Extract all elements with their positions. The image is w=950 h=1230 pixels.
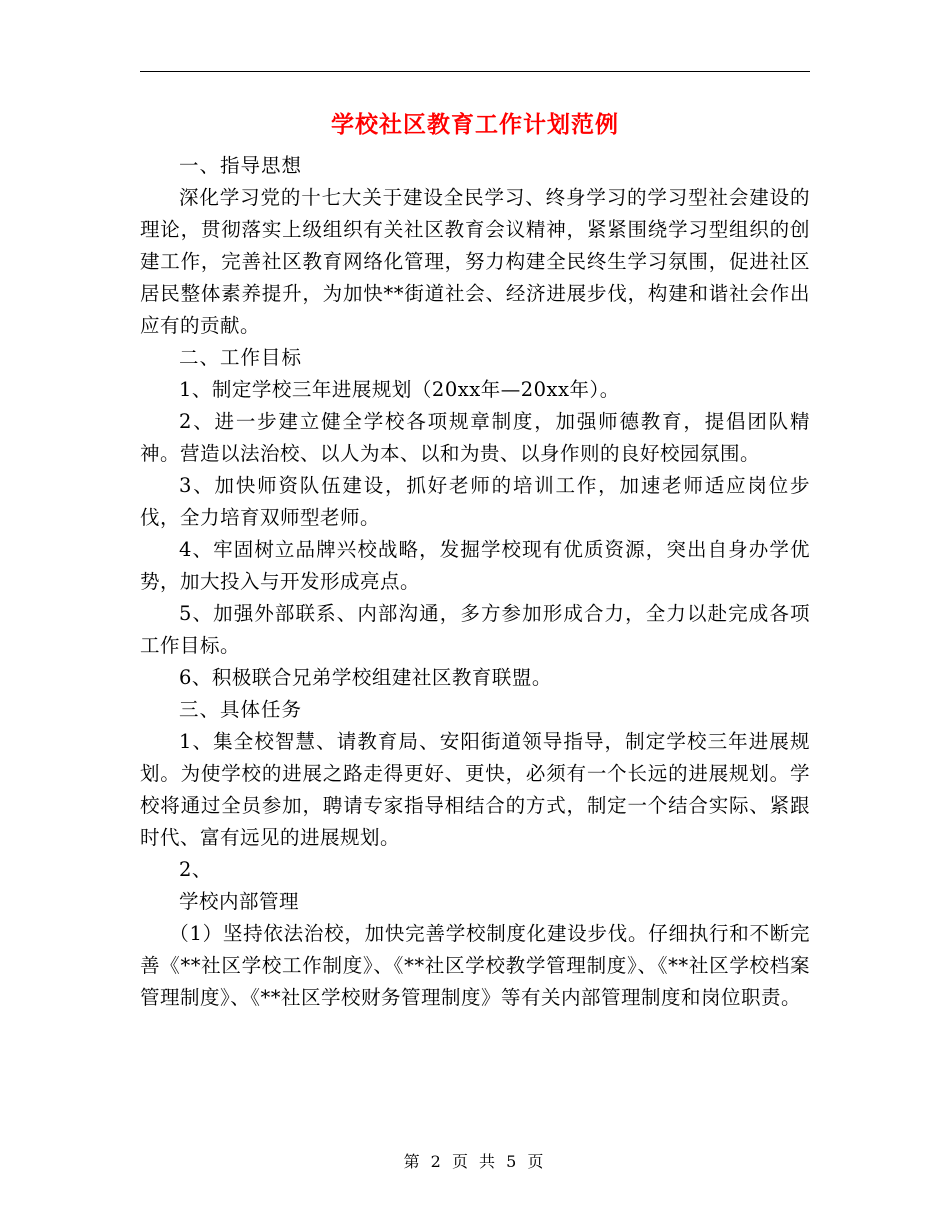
section-heading-specific-tasks: 三、具体任务 [179,698,303,721]
list-item-internal-management-1: （1）坚持依法治校，加快完善学校制度化建设步伐。仔细执行和不断完善《**社区学校工作制度》、《**社区学校教学管理制度》、《**社区学校档案管理制度》、《**社区学校财务管理制度》等有关内部管理制度和岗位职责。 [140,922,810,1009]
section-heading-work-goals: 二、工作目标 [179,346,303,369]
list-item-goal-1: 1、制定学校三年进展规划（20xx年—20xx年）。 [179,378,620,401]
list-item-goal-6: 6、积极联合兄弟学校组建社区教育联盟。 [179,666,552,689]
paragraph-guiding-thought: 深化学习党的十七大关于建设全民学习、终身学习的学习型社会建设的理论，贯彻落实上级组织有关社区教育会议精神，紧紧围绕学习型组织的创建工作，完善社区教育网络化管理，努力构建全民终生学习氛围，促进社区居民整体素养提升，为加快**街道社会、经济进展步伐，构建和谐社会作出应有的贡献。 [140,186,810,337]
subsection-heading-internal-management: 学校内部管理 [179,890,300,913]
page-footer: 第 2 页 共 5 页 [403,1152,547,1171]
list-item-goal-2: 2、进一步建立健全学校各项规章制度，加强师德教育，提倡团队精神。营造以法治校、以人为本、以和为贵、以身作则的良好校园氛围。 [140,410,810,465]
header-rule [140,71,810,72]
document-body [140,150,810,1014]
list-item-goal-4: 4、牢固树立品牌兴校战略，发掘学校现有优质资源，突出自身办学优势，加大投入与开发形成亮点。 [140,538,810,593]
section-heading-guiding-thought: 一、指导思想 [179,154,303,177]
list-item-task-1: 1、集全校智慧、请教育局、安阳街道领导指导，制定学校三年进展规划。为使学校的进展之路走得更好、更快，必须有一个长远的进展规划。学校将通过全员参加，聘请专家指导相结合的方式，制定一个结合实际、紧跟时代、富有远见的进展规划。 [140,730,810,849]
list-item-task-2-number: 2、 [179,858,212,881]
list-item-goal-3: 3、加快师资队伍建设，抓好老师的培训工作，加速老师适应岗位步伐，全力培育双师型老师。 [140,474,810,529]
list-item-goal-5: 5、加强外部联系、内部沟通，多方参加形成合力，全力以赴完成各项工作目标。 [140,602,810,657]
document-title: 学校社区教育工作计划范例 [331,111,619,138]
